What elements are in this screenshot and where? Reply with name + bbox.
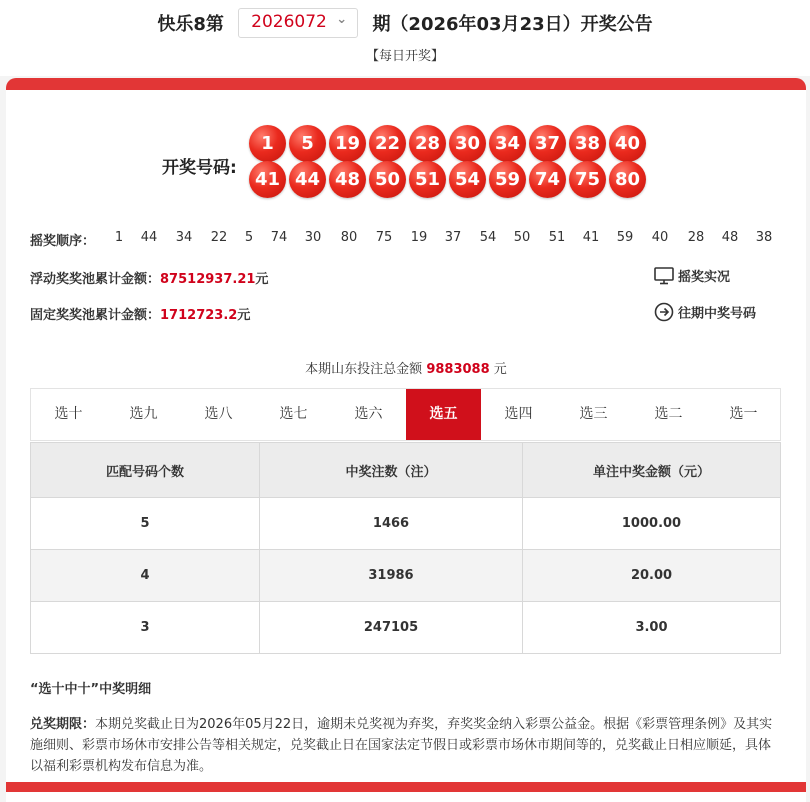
order-number: 37 [444,230,462,245]
fixed-pool-unit: 元 [237,308,251,323]
history-link-label: 往期中奖号码 [678,306,757,322]
cell-prize: 1000.00 [523,498,781,550]
floating-pool [30,268,268,287]
order-number: 54 [479,230,497,245]
number-ball: 50 [369,161,406,198]
cell-winners: 247105 [260,602,523,654]
tab-1[interactable]: 选十 [54,406,83,422]
title-suffix: 期（2026年03月23日）开奖公告 [372,14,653,35]
notice-text: 本期兑奖截止日为2026年05月22日，逾期未兑奖视为弃奖，弃奖奖金纳入彩票公益金。根据《彩票管理条例》及其实施细则、彩票市场休市安排公告等相关规定，兑奖截止日在国家法定节假日或彩票市场休市期间等的，兑奖截止日相应顺延，具体以福利彩票机构发布信息为准。 [30,717,773,774]
fixed-pool [30,304,250,323]
table-row [31,602,781,654]
table-row [31,498,781,550]
issue-select[interactable] [238,8,358,38]
order-number: 51 [548,230,566,245]
order-number: 30 [304,230,322,245]
history-link[interactable] [654,302,756,326]
total-amount: 9883088 [426,362,490,377]
number-ball: 59 [489,161,526,198]
issue-value: 2026072 [251,12,327,32]
detail-link[interactable]: “选十中十”中奖明细 [30,682,152,697]
chevron-down-icon: ⌄ [336,12,348,27]
page-title [0,8,810,38]
play-type-tabs [30,388,781,441]
prize-table [30,442,781,654]
order-number: 74 [270,230,288,245]
tab-6[interactable]: 选五 [406,389,481,440]
cell-match: 5 [31,498,260,550]
col-prize: 单注中奖金额（元） [523,443,781,498]
order-number: 75 [375,230,393,245]
order-number: 28 [687,230,705,245]
number-ball: 28 [409,125,446,162]
page-subtitle: 【每日开奖】 [365,49,444,64]
tab-8[interactable]: 选三 [579,406,608,422]
number-ball: 19 [329,125,366,162]
total-prefix: 本期山东投注总金额 [305,362,423,377]
order-number: 5 [244,230,254,245]
cell-winners: 31986 [260,550,523,602]
cell-match: 3 [31,602,260,654]
tab-5[interactable]: 选六 [354,406,383,422]
cell-match: 4 [31,550,260,602]
tab-10[interactable]: 选一 [729,406,758,422]
result-card [6,78,806,802]
total-unit: 元 [493,362,507,377]
number-ball: 22 [369,125,406,162]
cell-winners: 1466 [260,498,523,550]
order-number: 44 [140,230,158,245]
monitor-icon [654,267,674,289]
number-ball: 51 [409,161,446,198]
number-ball: 41 [249,161,286,198]
tab-4[interactable]: 选七 [279,406,308,422]
number-ball: 30 [449,125,486,162]
order-number: 48 [721,230,739,245]
tab-9[interactable]: 选二 [654,406,683,422]
order-number: 38 [755,230,773,245]
order-number: 1 [114,230,124,245]
order-number: 19 [410,230,428,245]
numbers-label: 开奖号码: [162,158,237,178]
tab-7[interactable]: 选四 [504,406,533,422]
bottom-bar [6,782,806,792]
tab-3[interactable]: 选八 [204,406,233,422]
tab-2[interactable]: 选九 [129,406,158,422]
number-ball: 44 [289,161,326,198]
order-number: 50 [513,230,531,245]
number-ball: 75 [569,161,606,198]
col-match: 匹配号码个数 [31,443,260,498]
fixed-pool-amount: 1712723.2 [160,308,238,323]
number-ball: 1 [249,125,286,162]
number-ball: 5 [289,125,326,162]
number-ball: 34 [489,125,526,162]
cell-prize: 20.00 [523,550,781,602]
order-number: 59 [616,230,634,245]
number-ball: 54 [449,161,486,198]
order-number: 80 [340,230,358,245]
order-label: 摇奖顺序： [30,234,96,249]
col-winners: 中奖注数（注） [260,443,523,498]
number-ball: 38 [569,125,606,162]
floating-pool-amount: 87512937.21 [160,272,256,287]
fixed-pool-label: 固定奖奖池累计金额： [30,308,161,323]
floating-pool-unit: 元 [255,272,269,287]
number-ball: 40 [609,125,646,162]
floating-pool-label: 浮动奖奖池累计金额： [30,272,161,287]
table-row [31,550,781,602]
order-number: 22 [210,230,228,245]
order-number: 34 [175,230,193,245]
notice-label: 兑奖期限： [30,717,96,732]
video-link-label: 摇奖实况 [678,270,731,285]
redeem-notice [30,714,782,777]
number-ball: 37 [529,125,566,162]
order-number: 40 [651,230,669,245]
table-header-row [31,443,781,498]
number-ball: 80 [609,161,646,198]
order-number: 41 [582,230,600,245]
cell-prize: 3.00 [523,602,781,654]
title-prefix: 快乐8第 [157,14,224,35]
number-ball: 48 [329,161,366,198]
page-header [0,0,810,76]
video-link[interactable] [654,266,730,289]
number-ball: 74 [529,161,566,198]
total-sales [6,358,806,377]
arrow-circle-icon [654,302,674,326]
